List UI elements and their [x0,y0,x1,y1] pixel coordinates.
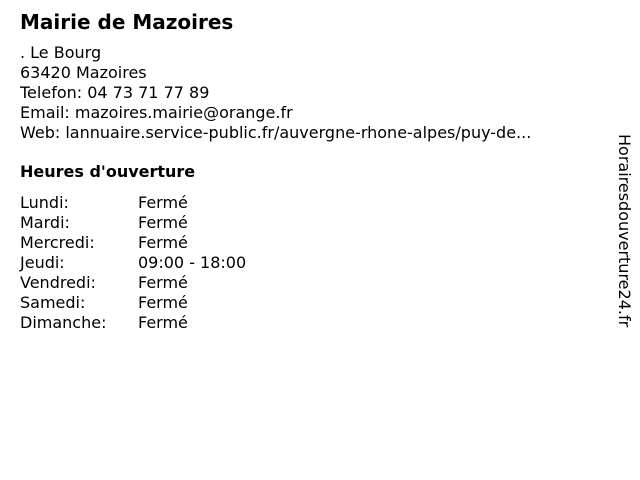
day-label: Dimanche: [20,313,107,332]
day-hours: Fermé [138,273,188,292]
hours-row-sunday [20,313,610,333]
email-line: Email: mazoires.mairie@orange.fr [20,103,293,122]
hours-row-wednesday [20,233,610,253]
page-title: Mairie de Mazoires [20,10,234,34]
hours-row-friday [20,273,610,293]
web-line: Web: lannuaire.service-public.fr/auvergne-rhone-alpes/puy-de... [20,123,532,142]
address-street: . Le Bourg [20,43,102,62]
opening-hours-heading: Heures d'ouverture [20,162,196,181]
day-label: Lundi: [20,193,69,212]
day-label: Samedi: [20,293,86,312]
day-hours: Fermé [138,213,188,232]
hours-row-saturday [20,293,610,313]
hours-row-monday [20,193,610,213]
day-hours: Fermé [138,233,188,252]
day-hours: Fermé [138,293,188,312]
phone-line: Telefon: 04 73 71 77 89 [20,83,210,102]
day-label: Mercredi: [20,233,95,252]
day-hours: Fermé [138,313,188,332]
day-hours: 09:00 - 18:00 [138,253,247,272]
opening-hours-table [20,193,610,333]
business-card [20,10,610,333]
address-block [20,43,610,143]
day-hours: Fermé [138,193,188,212]
day-label: Vendredi: [20,273,96,292]
hours-row-tuesday [20,213,610,233]
day-label: Jeudi: [20,253,65,272]
site-watermark-label: Horairesdouverture24.fr [615,134,634,328]
hours-row-thursday [20,253,610,273]
address-city: 63420 Mazoires [20,63,147,82]
day-label: Mardi: [20,213,70,232]
